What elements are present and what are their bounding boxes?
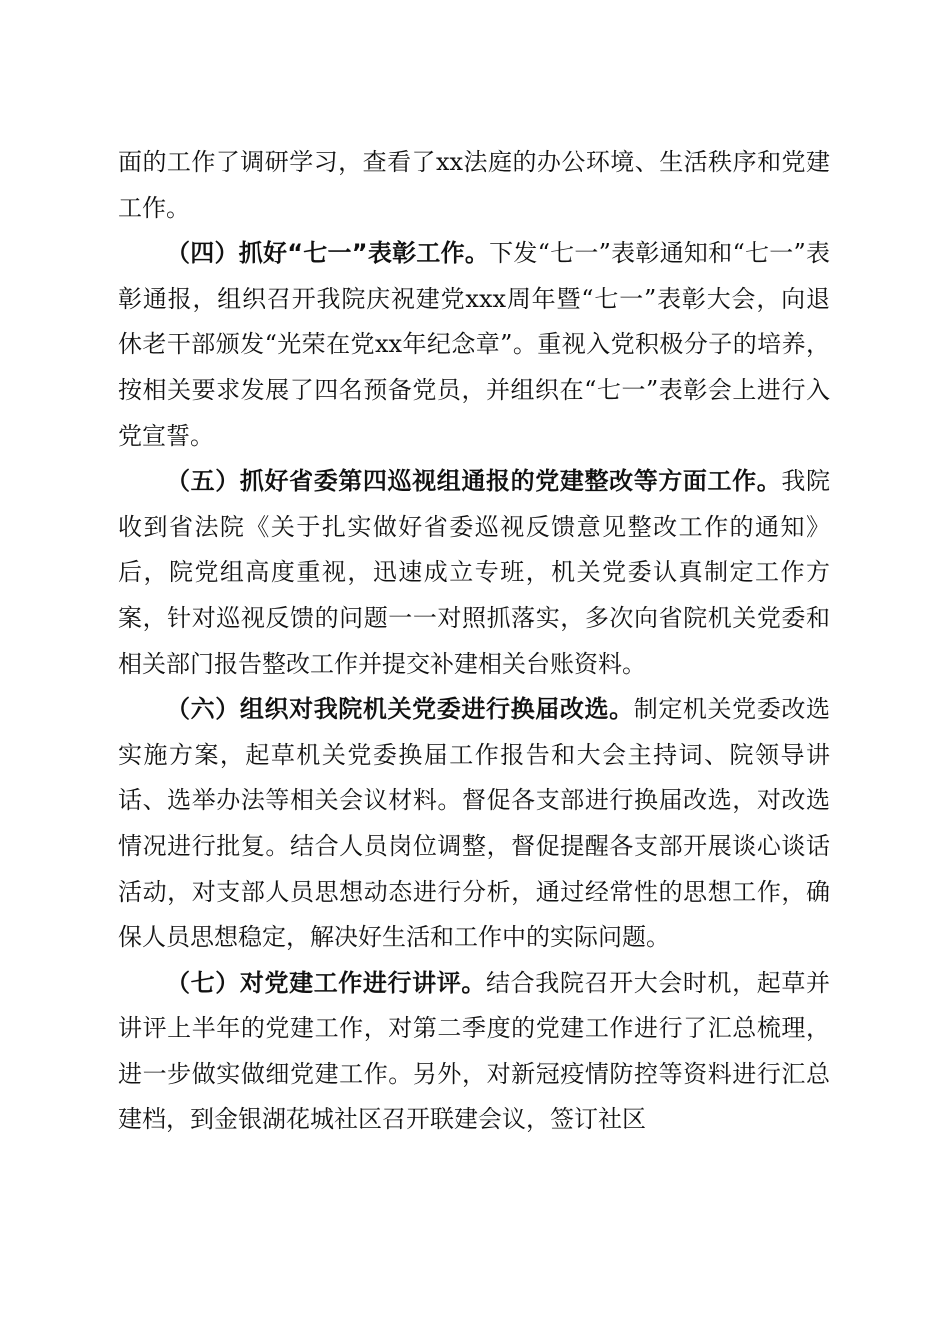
section-heading: （五）抓好省委第四巡视组通报的党建整改等方面工作。 (166, 467, 782, 496)
section-heading: （六）组织对我院机关党委进行换届改选。 (166, 695, 634, 724)
section-heading: （四）抓好“七一”表彰工作。 (166, 239, 490, 268)
paragraph-body: 下发“七一”表彰通知和“七一”表彰通报，组织召开我院庆祝建党xxx周年暨“七一”表彰大会，向退休老干部颁发“光荣在党xx年纪念章”。重视入党积极分子的培养，按相关要求发展了四名预备党员，并组织在“七一”表彰会上进行入党宣誓。 (118, 239, 831, 450)
paragraph-section-7 (118, 961, 830, 1143)
section-heading: （七）对党建工作进行讲评。 (166, 968, 486, 997)
document-body (118, 140, 830, 1143)
paragraph-body: 结合我院召开大会时机，起草并讲评上半年的党建工作，对第二季度的党建工作进行了汇总梳理，进一步做实做细党建工作。另外，对新冠疫情防控等资料进行汇总建档，到金银湖花城社区召开联建会议，签订社区 (118, 968, 830, 1134)
paragraph-section-5 (118, 459, 830, 687)
paragraph-body: 面的工作了调研学习，查看了xx法庭的办公环境、生活秩序和党建工作。 (118, 148, 830, 222)
paragraph-continuation (118, 140, 830, 231)
paragraph-body: 制定机关党委改选实施方案，起草机关党委换届工作报告和大会主持词、院领导讲话、选举办法等相关会议材料。督促各支部进行换届改选，对改选情况进行批复。结合人员岗位调整，督促提醒各支部开展谈心谈话活动，对支部人员思想动态进行分析，通过经常性的思想工作，确保人员思想稳定，解决好生活和工作中的实际问题。 (118, 695, 831, 952)
paragraph-section-6 (118, 687, 830, 961)
paragraph-body: 我院收到省法院《关于扎实做好省委巡视反馈意见整改工作的通知》后，院党组高度重视，迅速成立专班，机关党委认真制定工作方案，针对巡视反馈的问题一一对照抓落实，多次向省院机关党委和相关部门报告整改工作并提交补建相关台账资料。 (118, 467, 831, 678)
paragraph-section-4 (118, 231, 830, 459)
